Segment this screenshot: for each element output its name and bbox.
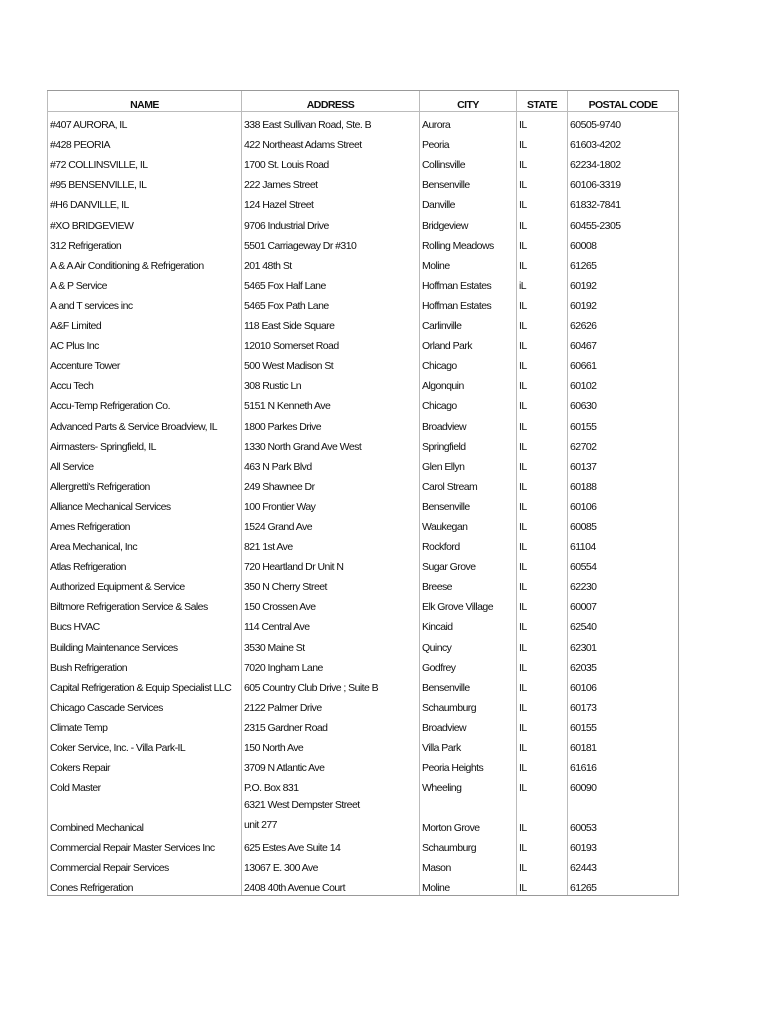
cell-address: 9706 Industrial Drive — [242, 212, 420, 232]
cell-city: Collinsville — [420, 152, 517, 172]
cell-name: Cones Refrigeration — [48, 875, 242, 896]
cell-state: IL — [517, 112, 568, 133]
table-row — [48, 855, 679, 875]
cell-address: 5465 Fox Path Lane — [242, 293, 420, 313]
cell-city: Quincy — [420, 634, 517, 654]
cell-state: IL — [517, 875, 568, 896]
table-row — [48, 835, 679, 855]
table-row — [48, 393, 679, 413]
cell-name: Advanced Parts & Service Broadview, IL — [48, 413, 242, 433]
cell-name: #428 PEORIA — [48, 132, 242, 152]
cell-address: 1524 Grand Ave — [242, 514, 420, 534]
cell-state: IL — [517, 434, 568, 454]
cell-name: 312 Refrigeration — [48, 233, 242, 253]
cell-address: 150 North Ave — [242, 735, 420, 755]
cell-address: 12010 Somerset Road — [242, 333, 420, 353]
cell-postal-code: 62035 — [568, 655, 679, 675]
cell-state: IL — [517, 735, 568, 755]
cell-city: Peoria Heights — [420, 755, 517, 775]
cell-name: Biltmore Refrigeration Service & Sales — [48, 594, 242, 614]
cell-address: 5465 Fox Half Lane — [242, 273, 420, 293]
cell-postal-code: 62702 — [568, 434, 679, 454]
cell-state: IL — [517, 212, 568, 232]
cell-city: Breese — [420, 574, 517, 594]
cell-postal-code: 60554 — [568, 554, 679, 574]
cell-name: Commercial Repair Services — [48, 855, 242, 875]
cell-state: IL — [517, 514, 568, 534]
cell-postal-code: 61104 — [568, 534, 679, 554]
cell-state: IL — [517, 614, 568, 634]
table-row — [48, 333, 679, 353]
column-header-name: NAME — [48, 91, 242, 112]
cell-name: Chicago Cascade Services — [48, 695, 242, 715]
cell-address: 5151 N Kenneth Ave — [242, 393, 420, 413]
column-header-state: STATE — [517, 91, 568, 112]
cell-address: 720 Heartland Dr Unit N — [242, 554, 420, 574]
address-line-1: 6321 West Dempster Street — [244, 799, 360, 812]
cell-address: 3530 Maine St — [242, 634, 420, 654]
cell-address: 13067 E. 300 Ave — [242, 855, 420, 875]
cell-postal-code: 60661 — [568, 353, 679, 373]
table-row — [48, 875, 679, 896]
cell-state: IL — [517, 715, 568, 735]
table-row — [48, 152, 679, 172]
cell-city: Wheeling — [420, 775, 517, 795]
cell-postal-code: 61265 — [568, 875, 679, 896]
table-row — [48, 172, 679, 192]
cell-city: Hoffman Estates — [420, 293, 517, 313]
cell-name: Airmasters- Springfield, IL — [48, 434, 242, 454]
table-row — [48, 795, 679, 835]
cell-city: Sugar Grove — [420, 554, 517, 574]
cell-name: Atlas Refrigeration — [48, 554, 242, 574]
cell-postal-code: 60155 — [568, 715, 679, 735]
cell-city: Godfrey — [420, 655, 517, 675]
cell-postal-code: 60193 — [568, 835, 679, 855]
cell-city: Aurora — [420, 112, 517, 133]
cell-city: Waukegan — [420, 514, 517, 534]
cell-postal-code: 60053 — [568, 795, 679, 835]
cell-city: Bensenville — [420, 494, 517, 514]
table-row — [48, 212, 679, 232]
cell-address: 308 Rustic Ln — [242, 373, 420, 393]
cell-city: Springfield — [420, 434, 517, 454]
cell-address: 605 Country Club Drive ; Suite B — [242, 675, 420, 695]
cell-name: Accenture Tower — [48, 353, 242, 373]
table-row — [48, 715, 679, 735]
cell-address: 625 Estes Ave Suite 14 — [242, 835, 420, 855]
cell-city: Rolling Meadows — [420, 233, 517, 253]
cell-postal-code: 62301 — [568, 634, 679, 654]
table-row — [48, 293, 679, 313]
cell-postal-code: 61616 — [568, 755, 679, 775]
cell-city: Bensenville — [420, 172, 517, 192]
cell-city: Bensenville — [420, 675, 517, 695]
cell-state: IL — [517, 132, 568, 152]
column-header-address: ADDRESS — [242, 91, 420, 112]
cell-name: Authorized Equipment & Service — [48, 574, 242, 594]
cell-city: Mason — [420, 855, 517, 875]
cell-state: IL — [517, 474, 568, 494]
table-row — [48, 594, 679, 614]
cell-name: Alliance Mechanical Services — [48, 494, 242, 514]
table-body — [48, 112, 679, 896]
cell-state: IL — [517, 233, 568, 253]
cell-state: IL — [517, 494, 568, 514]
cell-name: Coker Service, Inc. - Villa Park-IL — [48, 735, 242, 755]
cell-postal-code: 60455-2305 — [568, 212, 679, 232]
cell-name: A&F Limited — [48, 313, 242, 333]
cell-postal-code: 60102 — [568, 373, 679, 393]
cell-state: IL — [517, 695, 568, 715]
cell-address: 1330 North Grand Ave West — [242, 434, 420, 454]
cell-postal-code: 61603-4202 — [568, 132, 679, 152]
contractor-table — [47, 90, 679, 896]
cell-name: Accu-Temp Refrigeration Co. — [48, 393, 242, 413]
cell-postal-code: 60173 — [568, 695, 679, 715]
table-row — [48, 353, 679, 373]
cell-city: Schaumburg — [420, 695, 517, 715]
cell-name: Bucs HVAC — [48, 614, 242, 634]
cell-state: IL — [517, 353, 568, 373]
cell-name: #XO BRIDGEVIEW — [48, 212, 242, 232]
table-row — [48, 454, 679, 474]
cell-name: A & P Service — [48, 273, 242, 293]
cell-city: Moline — [420, 875, 517, 896]
cell-state: IL — [517, 795, 568, 835]
cell-city: Morton Grove — [420, 795, 517, 835]
cell-postal-code: 60106 — [568, 675, 679, 695]
cell-state: IL — [517, 413, 568, 433]
table-row — [48, 494, 679, 514]
cell-address: 3709 N Atlantic Ave — [242, 755, 420, 775]
cell-city: Algonquin — [420, 373, 517, 393]
cell-address: 249 Shawnee Dr — [242, 474, 420, 494]
header-row — [48, 91, 679, 112]
cell-state: IL — [517, 835, 568, 855]
table-row — [48, 514, 679, 534]
cell-state: IL — [517, 454, 568, 474]
table-row — [48, 695, 679, 715]
cell-city: Peoria — [420, 132, 517, 152]
cell-postal-code: 61265 — [568, 253, 679, 273]
table-row — [48, 373, 679, 393]
cell-city: Orland Park — [420, 333, 517, 353]
cell-name: Ames Refrigeration — [48, 514, 242, 534]
cell-state: IL — [517, 534, 568, 554]
cell-name: Accu Tech — [48, 373, 242, 393]
table-row — [48, 112, 679, 133]
table-row — [48, 474, 679, 494]
cell-address: 222 James Street — [242, 172, 420, 192]
cell-address: 821 1st Ave — [242, 534, 420, 554]
cell-address: 350 N Cherry Street — [242, 574, 420, 594]
cell-address: P.O. Box 831 — [242, 775, 420, 795]
cell-state: IL — [517, 172, 568, 192]
column-header-postal-code: POSTAL CODE — [568, 91, 679, 112]
cell-postal-code: 61832-7841 — [568, 192, 679, 212]
cell-state: IL — [517, 855, 568, 875]
cell-address: 118 East Side Square — [242, 313, 420, 333]
cell-postal-code: 62234-1802 — [568, 152, 679, 172]
cell-state: IL — [517, 192, 568, 212]
cell-city: Rockford — [420, 534, 517, 554]
table-row — [48, 313, 679, 333]
cell-state: IL — [517, 373, 568, 393]
cell-name: Commercial Repair Master Services Inc — [48, 835, 242, 855]
cell-postal-code: 60155 — [568, 413, 679, 433]
table-row — [48, 413, 679, 433]
cell-address — [242, 795, 420, 835]
cell-name: A and T services inc — [48, 293, 242, 313]
cell-state: IL — [517, 293, 568, 313]
cell-address: 100 Frontier Way — [242, 494, 420, 514]
cell-postal-code: 60106 — [568, 494, 679, 514]
cell-postal-code: 60090 — [568, 775, 679, 795]
spreadsheet-sheet — [47, 90, 678, 896]
cell-name: #72 COLLINSVILLE, IL — [48, 152, 242, 172]
cell-address: 114 Central Ave — [242, 614, 420, 634]
cell-city: Carol Stream — [420, 474, 517, 494]
cell-postal-code: 60007 — [568, 594, 679, 614]
cell-state: IL — [517, 675, 568, 695]
cell-postal-code: 60192 — [568, 293, 679, 313]
cell-city: Kincaid — [420, 614, 517, 634]
cell-state: IL — [517, 152, 568, 172]
cell-address: 7020 Ingham Lane — [242, 655, 420, 675]
table-row — [48, 755, 679, 775]
cell-state: IL — [517, 634, 568, 654]
cell-city: Glen Ellyn — [420, 454, 517, 474]
table-row — [48, 655, 679, 675]
cell-city: Moline — [420, 253, 517, 273]
cell-postal-code: 62626 — [568, 313, 679, 333]
cell-postal-code: 60505-9740 — [568, 112, 679, 133]
cell-address: 500 West Madison St — [242, 353, 420, 373]
cell-address: 2408 40th Avenue Court — [242, 875, 420, 896]
cell-state: IL — [517, 775, 568, 795]
cell-city: Elk Grove Village — [420, 594, 517, 614]
table-row — [48, 253, 679, 273]
table-row — [48, 273, 679, 293]
cell-state: IL — [517, 574, 568, 594]
table-row — [48, 434, 679, 454]
cell-name: #H6 DANVILLE, IL — [48, 192, 242, 212]
table-row — [48, 614, 679, 634]
cell-postal-code: 62540 — [568, 614, 679, 634]
cell-name: Bush Refrigeration — [48, 655, 242, 675]
cell-postal-code: 60192 — [568, 273, 679, 293]
cell-postal-code: 60137 — [568, 454, 679, 474]
cell-city: Schaumburg — [420, 835, 517, 855]
table-row — [48, 574, 679, 594]
table-row — [48, 634, 679, 654]
cell-address: 2315 Gardner Road — [242, 715, 420, 735]
cell-state: iL — [517, 273, 568, 293]
table-row — [48, 534, 679, 554]
cell-city: Carlinville — [420, 313, 517, 333]
table-row — [48, 735, 679, 755]
cell-name: Combined Mechanical — [48, 795, 242, 835]
cell-address: 5501 Carriageway Dr #310 — [242, 233, 420, 253]
cell-address: 150 Crossen Ave — [242, 594, 420, 614]
cell-address: 422 Northeast Adams Street — [242, 132, 420, 152]
cell-state: IL — [517, 313, 568, 333]
cell-address: 201 48th St — [242, 253, 420, 273]
cell-name: AC Plus Inc — [48, 333, 242, 353]
cell-city: Broadview — [420, 715, 517, 735]
cell-postal-code: 60181 — [568, 735, 679, 755]
cell-postal-code: 60630 — [568, 393, 679, 413]
cell-address: 338 East Sullivan Road, Ste. B — [242, 112, 420, 133]
cell-postal-code: 60008 — [568, 233, 679, 253]
cell-name: Capital Refrigeration & Equip Specialist LLC — [48, 675, 242, 695]
cell-city: Broadview — [420, 413, 517, 433]
cell-name: Climate Temp — [48, 715, 242, 735]
cell-address: 1800 Parkes Drive — [242, 413, 420, 433]
cell-postal-code: 62443 — [568, 855, 679, 875]
cell-name: A & A Air Conditioning & Refrigeration — [48, 253, 242, 273]
cell-address: 1700 St. Louis Road — [242, 152, 420, 172]
table-row — [48, 775, 679, 795]
table-row — [48, 132, 679, 152]
cell-name: #407 AURORA, IL — [48, 112, 242, 133]
table-row — [48, 554, 679, 574]
cell-name: Cokers Repair — [48, 755, 242, 775]
cell-city: Chicago — [420, 393, 517, 413]
cell-address: 124 Hazel Street — [242, 192, 420, 212]
cell-name: #95 BENSENVILLE, IL — [48, 172, 242, 192]
cell-address: 463 N Park Blvd — [242, 454, 420, 474]
cell-postal-code: 60106-3319 — [568, 172, 679, 192]
cell-state: IL — [517, 554, 568, 574]
cell-address: 2122 Palmer Drive — [242, 695, 420, 715]
table-row — [48, 675, 679, 695]
column-header-city: CITY — [420, 91, 517, 112]
cell-city: Danville — [420, 192, 517, 212]
cell-name: Allergretti's Refrigeration — [48, 474, 242, 494]
cell-state: IL — [517, 393, 568, 413]
cell-name: Cold Master — [48, 775, 242, 795]
cell-state: IL — [517, 594, 568, 614]
table-row — [48, 192, 679, 212]
table-row — [48, 233, 679, 253]
cell-postal-code: 62230 — [568, 574, 679, 594]
cell-name: All Service — [48, 454, 242, 474]
cell-city: Villa Park — [420, 735, 517, 755]
cell-postal-code: 60467 — [568, 333, 679, 353]
cell-postal-code: 60085 — [568, 514, 679, 534]
cell-name: Building Maintenance Services — [48, 634, 242, 654]
cell-state: IL — [517, 655, 568, 675]
cell-state: IL — [517, 253, 568, 273]
cell-city: Bridgeview — [420, 212, 517, 232]
cell-state: IL — [517, 333, 568, 353]
cell-name: Area Mechanical, Inc — [48, 534, 242, 554]
cell-postal-code: 60188 — [568, 474, 679, 494]
cell-state: IL — [517, 755, 568, 775]
cell-city: Hoffman Estates — [420, 273, 517, 293]
cell-city: Chicago — [420, 353, 517, 373]
address-line-2: unit 277 — [244, 819, 277, 832]
